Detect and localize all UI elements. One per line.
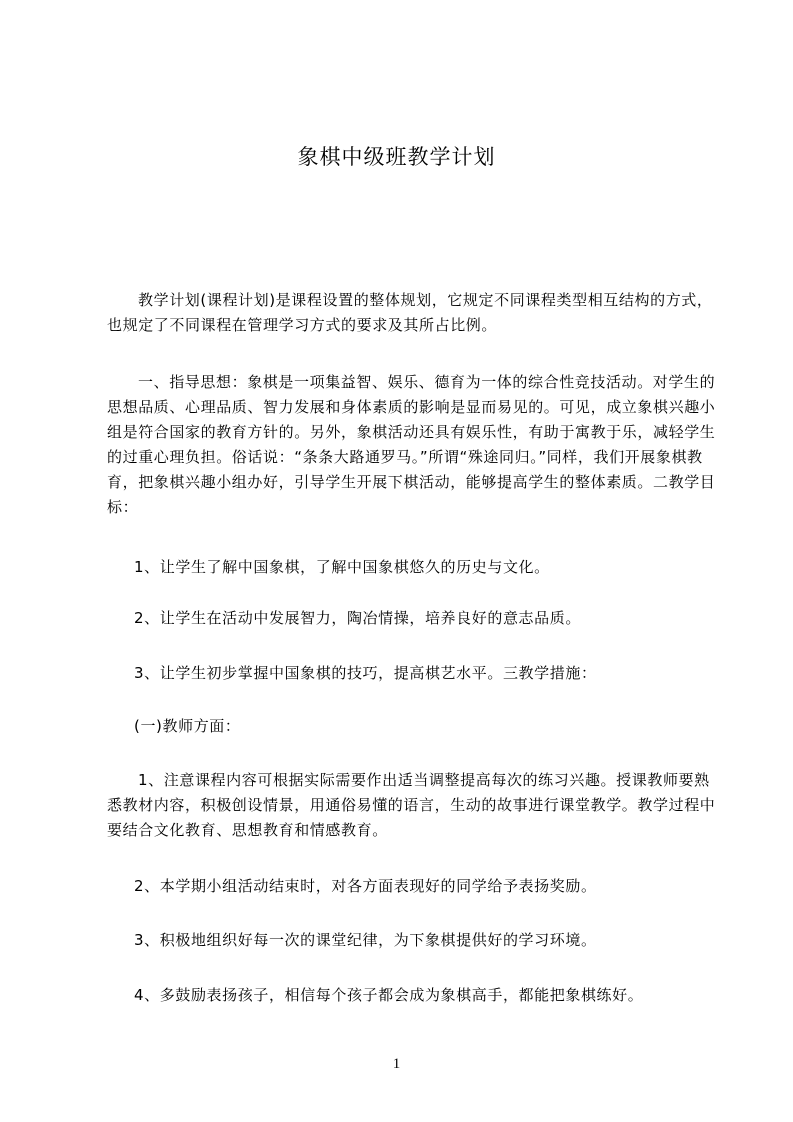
- paragraph-measure-2: 2、本学期小组活动结束时，对各方面表现好的同学给予表扬奖励。: [134, 877, 597, 895]
- page-number: 1: [392, 1056, 401, 1072]
- paragraph-measure-4: 4、多鼓励表扬孩子，相信每个孩子都会成为象棋高手，都能把象棋练好。: [134, 986, 644, 1004]
- paragraph-intro: 教学计划(课程计划)是课程设置的整体规划，它规定不同课程类型相互结构的方式，也规定了不同课程在管理学习方式的要求及其所占比例。: [107, 291, 713, 334]
- paragraph-goal-2: 2、让学生在活动中发展智力，陶冶情操，培养良好的意志品质。: [134, 609, 581, 627]
- paragraph-guiding-ideology: 一、指导思想：象棋是一项集益智、娱乐、德育为一体的综合性竞技活动。对学生的思想品质、心理品质、智力发展和身体素质的影响是显而易见的。可见，成立象棋兴趣小组是符合国家的教育方针的。另外，象棋活动还具有娱乐性，有助于寓教于乐，减轻学生的过重心理负担。俗话说：“条条大路通罗马。”所谓“殊途同归。”同样，我们开展象棋教育，把象棋兴趣小组办好，引导学生开展下棋活动，能够提高学生的整体素质。二教学目标：: [107, 373, 716, 516]
- document-title: 象棋中级班教学计划: [297, 145, 496, 169]
- paragraph-measure-1: 1、注意课程内容可根据实际需要作出适当调整提高每次的练习兴趣。授课教师要熟悉教材内容，积极创设情景，用通俗易懂的语言，生动的故事进行课堂教学。教学过程中要结合文化教育、思想教育和情感教育。: [107, 771, 716, 839]
- section-heading-teacher: (一)教师方面：: [134, 717, 241, 735]
- paragraph-goal-3: 3、让学生初步掌握中国象棋的技巧，提高棋艺水平。三教学措施：: [134, 664, 597, 682]
- paragraph-measure-3: 3、积极地组织好每一次的课堂纪律，为下象棋提供好的学习环境。: [134, 931, 597, 949]
- paragraph-goal-1: 1、让学生了解中国象棋，了解中国象棋悠久的历史与文化。: [134, 558, 550, 576]
